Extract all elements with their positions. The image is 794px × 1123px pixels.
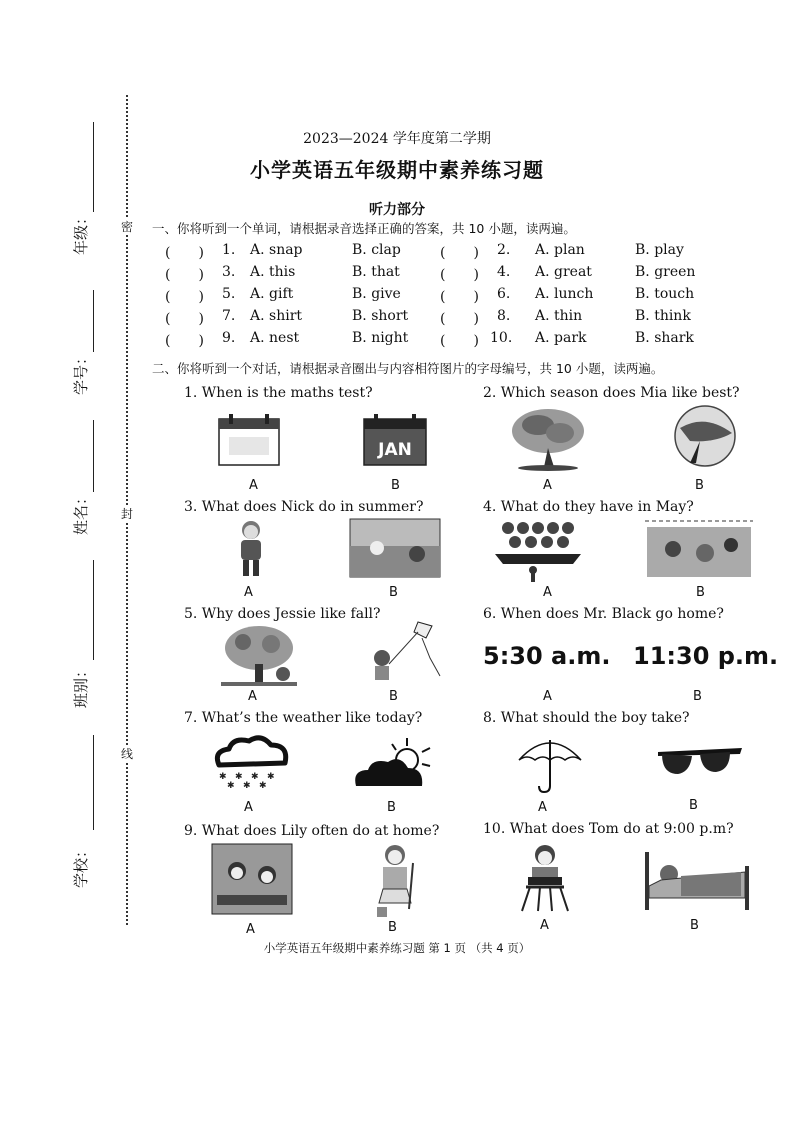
spring-tree-image	[508, 403, 588, 471]
blank-calendar-image	[217, 413, 281, 467]
boy-reading-image	[512, 843, 578, 913]
option-label-a: A	[543, 478, 552, 493]
option-label-a: A	[249, 478, 258, 493]
number-line	[93, 290, 94, 352]
autumn-tree-image	[660, 403, 750, 471]
option-label-b: B	[695, 478, 704, 493]
option-label-b: B	[391, 478, 400, 493]
time-option-a: 5:30 a.m.	[483, 642, 611, 670]
girl-sweeping-image	[373, 843, 419, 919]
class-label: 班别：	[72, 662, 90, 708]
sunglasses-icon	[656, 744, 744, 780]
svg-text:✱: ✱	[235, 772, 243, 782]
name-line	[93, 420, 94, 492]
option-label-a: A	[246, 922, 255, 937]
time-option-b: 11:30 p.m.	[633, 642, 779, 670]
svg-text:✱: ✱	[251, 772, 259, 782]
umbrella-icon	[515, 732, 585, 794]
sports-meet-image	[643, 515, 755, 579]
question-8: 8. What should the boy take?	[483, 710, 690, 726]
option-label-a: A	[543, 689, 552, 704]
kids-cooking-image	[211, 843, 293, 915]
option-label-a: A	[244, 585, 253, 600]
seal-mark-3: 线	[121, 747, 134, 761]
question-10: 10. What does Tom do at 9:00 p.m?	[483, 821, 734, 837]
page-footer: 小学英语五年级期中素养练习题 第 1 页 （共 4 页）	[263, 941, 531, 955]
option-label-a: A	[538, 800, 547, 815]
school-label: 学校：	[72, 842, 90, 888]
option-label-b: B	[388, 920, 397, 935]
svg-text:✱: ✱	[219, 772, 227, 782]
option-label-a: A	[248, 689, 257, 704]
svg-text:✱: ✱	[267, 772, 275, 782]
number-label: 学号：	[72, 349, 90, 395]
swimming-scene-image	[349, 518, 441, 578]
seal-mark-1: 密	[121, 220, 134, 234]
class-line	[93, 560, 94, 660]
part-title: 听力部分	[369, 202, 425, 218]
january-calendar-image	[362, 413, 428, 467]
option-label-b: B	[389, 585, 398, 600]
svg-text:✱: ✱	[243, 781, 251, 789]
question-6: 6. When does Mr. Black go home?	[483, 606, 724, 622]
girl-flying-kite-image	[360, 618, 450, 684]
option-label-b: B	[696, 585, 705, 600]
svg-text:JAN: JAN	[378, 440, 412, 460]
boy-sleeping-image	[641, 850, 753, 912]
option-label-b: B	[389, 689, 398, 704]
option-label-a: A	[540, 918, 549, 933]
option-label-a: A	[244, 800, 253, 815]
question-5: 5. Why does Jessie like fall?	[184, 606, 381, 622]
option-label-b: B	[690, 918, 699, 933]
question-9: 9. What does Lily often do at home?	[184, 823, 440, 839]
question-3: 3. What does Nick do in summer?	[184, 499, 424, 515]
svg-text:✱: ✱	[227, 781, 235, 789]
section1-instruction: 一、你将听到一个单词，请根据录音选择正确的答案，共 10 小题，读两遍。	[152, 221, 576, 236]
question-7: 7. What’s the weather like today?	[184, 710, 423, 726]
option-label-b: B	[387, 800, 396, 815]
school-line	[93, 735, 94, 830]
grade-label: 年级：	[72, 209, 90, 255]
fall-tree-image	[221, 624, 297, 686]
question-4: 4. What do they have in May?	[483, 499, 694, 515]
question-1: 1. When is the maths test?	[184, 385, 373, 401]
option-label-b: B	[689, 798, 698, 813]
question-2: 2. Which season does Mia like best?	[483, 385, 740, 401]
school-year: 2023—2024 学年度第二学期	[303, 131, 491, 147]
page-title: 小学英语五年级期中素养练习题	[250, 158, 544, 182]
name-label: 姓名：	[72, 489, 90, 535]
sun-behind-cloud-icon	[352, 734, 432, 790]
seal-mark-2: 封	[121, 507, 134, 521]
snowy-cloud-icon	[209, 733, 293, 789]
section2-instruction: 二、你将听到一个对话，请根据录音圈出与内容相符图片的字母编号，共 10 小题，读两遍。	[152, 361, 664, 376]
singing-contest-image	[493, 518, 583, 582]
boy-eating-image	[233, 518, 269, 578]
option-label-b: B	[693, 689, 702, 704]
option-label-a: A	[543, 585, 552, 600]
svg-text:✱: ✱	[259, 781, 267, 789]
